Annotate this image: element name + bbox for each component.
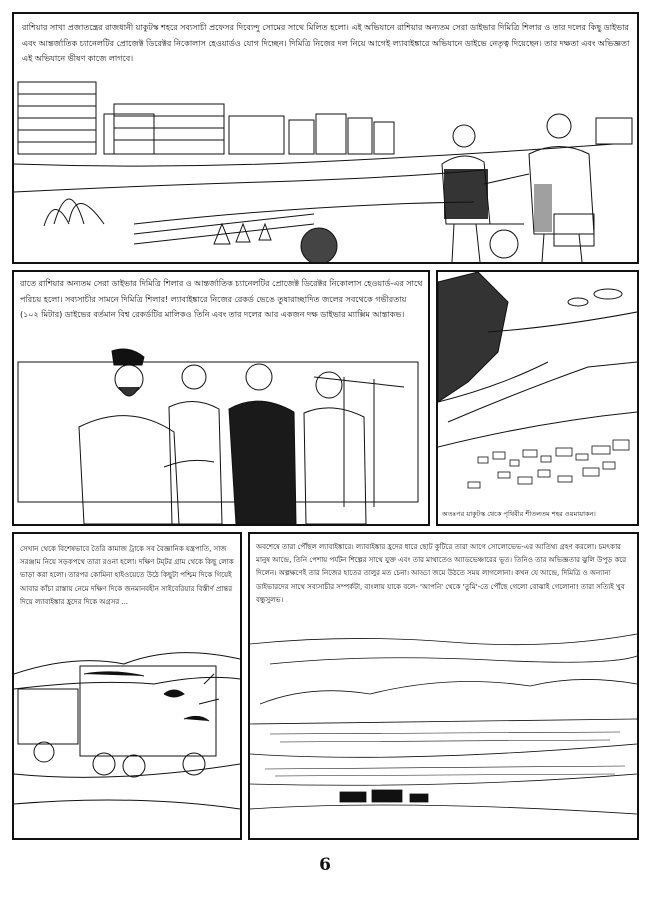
panel-1-caption: রাশিয়ার সাখা প্রজাতন্ত্রের রাজধানী য়াকুটস্ক শহরে সব্যসাচী প্রফেসর দিব্যেন্দু সোমের সাথে মিলিত হলো। এই অভিযানে রাশিয়ার অন্যতম সেরা ডাইভার দিমিত্রি শিলার ও তার দলের কিছু ডাইভার এবং আন্তর্জাতিক চ্যানেলটির প্রোজেক্ট ডিরেক্টর নিকোলাস হেওয়ার্ডও যোগ দিচ্ছেন। দিমিত্রি নিজের দল নিয়ে আগেই ল্যাবাইঙ্কারে অভিযানে ডাইভে নেতৃত্ব দিয়েছেন। তার দক্ষতা এবং অভিজ্ঞতা এই অভিযানে ভীষণ কাজে লাগবে।: [22, 22, 630, 63]
panel-2: [12, 270, 430, 526]
panel-4-truck-illustration: [14, 634, 240, 838]
panel-3: [436, 270, 639, 526]
panel-5-lake-illustration: [250, 614, 637, 838]
panel-5-caption: অবশেষে তারা পৌঁছল ল্যাবাইঙ্কারে। ল্যাবাইঙ্কার হ্রদের ধারে ছোট কুটিরে তারা আগে সোলোভেভ-এর আতিথ্য গ্রহণ করলো। চমৎকার মানুষ আন্দ্রে, তিনি পেশায় পর্যটন শিল্পের সাথে যুক্ত এবং তার মাথাতেও অ্যাডভেঞ্চারের ভূত। তিনিও তার অভিজ্ঞতার ঝুলি উপুড় করে দিলেন। অল্পক্ষণেই তার নিজের হাতের তালুর মত চেনা। আড্ডা জমে উঠতে সময় লাগলোনা। কখন যে আন্দ্রে, দিমিত্রি ও অন্যান্য ডাইভারদের সাথে সব্যসাচীর সম্পর্কটা, বাংলায় যাকে বলে- 'আপনি' থেকে 'তুমি'-তে পৌঁছে গেলো বোঝাই গেলোনা! তারা সত্যিই খুব বন্ধুসুলভ।: [256, 542, 627, 604]
panel-2-divers-illustration: [14, 347, 428, 524]
panel-3-landscape-illustration: [438, 272, 637, 524]
panel-3-caption: অতঃপর য়াকুটস্ক থেকে পৃথিবীর শীতলতম শহর ওয়মায়াকন।: [442, 510, 596, 518]
page-number: 6: [319, 855, 331, 875]
panel-4: [12, 532, 242, 840]
panel-1: [12, 12, 639, 264]
panel-1-city-illustration: [14, 74, 637, 262]
panel-2-caption: রাতে রাশিয়ার অন্যতম সেরা ডাইভার দিমিত্রি শিলার ও আন্তর্জাতিক চ্যানেলটির প্রোজেক্ট ডিরেক্টর নিকোলাস হেওয়ার্ড-এর সাথে পরিচয় হলো। সব্যসাচীর সামনে দিমিত্রি শিলার! ল্যাবাইঙ্কারে নিজের রেকর্ড ভেঙে তুষারাচ্ছাদিত জলের সবথেকে গভীরতায় (১০২ মিটার) ডাইভের বর্তমান বিশ্ব রেকর্ডটির মালিকও তিনি এবং তার দলের আর একজন দক্ষ ডাইভার ম্যাক্সিম আন্তাকভ।: [20, 278, 423, 319]
panel-5: [248, 532, 639, 840]
panel-4-caption: সেখান থেকে বিশেষভাবে তৈরি কামাজ ট্রাকে সব বৈজ্ঞানিক যন্ত্রপাতি, সাজ সরঞ্জাম নিয়ে সড়কপথে তারা রওনা হলো। দক্ষিণ টম্টর গ্রাম থেকে কিছু লোক ভাড়া করা হলো। তারপর কোমিনা হাইওয়েতে উঠে কিছুটা পশ্চিম দিকে গিয়েই আবার কাঁচা রাস্তায় নেমে দক্ষিণ দিকে জনমানবহীন সাইবেরিয়ার বিস্তীর্ণ প্রান্তর দিয়ে ল্যাবাইঙ্কার হ্রদের দিকে অগ্রসর ...: [20, 544, 234, 606]
